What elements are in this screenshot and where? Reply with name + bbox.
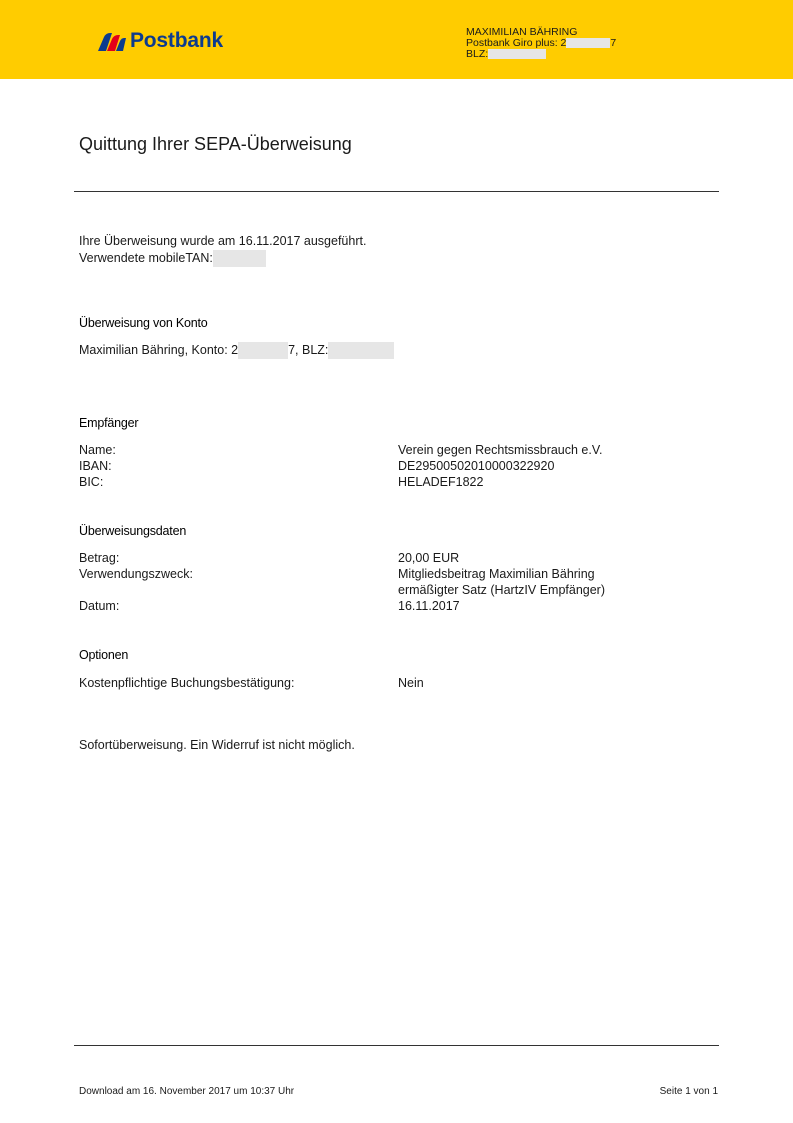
recipient-name-value: Verein gegen Rechtsmissbrauch e.V. (398, 443, 603, 457)
postbank-logo-icon (96, 31, 126, 51)
from-account-prefix: Maximilian Bähring, Konto: 2 (79, 343, 239, 357)
mobile-tan-line (79, 250, 266, 267)
execution-notice: Ihre Überweisung wurde am 16.11.2017 ausgeführt. (79, 234, 367, 248)
from-account-heading: Überweisung von Konto (79, 316, 208, 330)
amount-value: 20,00 EUR (398, 551, 460, 565)
amount-label: Betrag: (79, 551, 120, 565)
options-heading: Optionen (79, 648, 129, 662)
booking-confirmation-label: Kostenpflichtige Buchungsbestätigung: (79, 676, 295, 690)
date-value: 16.11.2017 (398, 599, 460, 613)
redacted-mobile-tan (213, 250, 266, 267)
blz-line (466, 49, 616, 60)
account-info (466, 27, 616, 60)
blz-label: BLZ: (466, 48, 489, 60)
account-holder: MAXIMILIAN BÄHRING (466, 26, 578, 38)
page-title: Quittung Ihrer SEPA-Überweisung (79, 134, 352, 154)
purpose-line-2: ermäßigter Satz (HartzIV Empfänger) (398, 583, 606, 597)
redacted-blz (488, 49, 546, 59)
from-account-middle: 7, BLZ: (288, 343, 329, 357)
top-divider (74, 191, 719, 192)
account-number-line (466, 38, 616, 49)
recipient-heading: Empfänger (79, 416, 139, 430)
redacted-account-number (566, 38, 610, 48)
header-bar (0, 0, 793, 79)
page-number: Seite 1 von 1 (659, 1086, 718, 1097)
account-number-suffix: 7 (610, 37, 617, 49)
booking-confirmation-value: Nein (398, 676, 424, 690)
download-timestamp: Download am 16. November 2017 um 10:37 Uhr (79, 1086, 295, 1097)
recipient-name-label: Name: (79, 443, 116, 457)
from-account-line (79, 342, 394, 359)
logo-text: Postbank (130, 29, 223, 52)
revocation-notice: Sofortüberweisung. Ein Widerruf ist nicht möglich. (79, 738, 355, 752)
redacted-konto (238, 342, 288, 359)
postbank-logo (96, 29, 223, 53)
mobile-tan-label: Verwendete mobileTAN: (79, 251, 213, 265)
date-label: Datum: (79, 599, 120, 613)
recipient-iban-label: IBAN: (79, 459, 112, 473)
bottom-divider (74, 1045, 719, 1046)
redacted-blz-sender (328, 342, 394, 359)
purpose-label: Verwendungszweck: (79, 567, 193, 581)
recipient-iban-value: DE29500502010000322920 (398, 459, 555, 473)
transfer-data-heading: Überweisungsdaten (79, 524, 187, 538)
recipient-bic-label: BIC: (79, 475, 104, 489)
recipient-bic-value: HELADEF1822 (398, 475, 484, 489)
purpose-line-1: Mitgliedsbeitrag Maximilian Bähring (398, 567, 595, 581)
account-number-prefix: Postbank Giro plus: 2 (466, 37, 567, 49)
